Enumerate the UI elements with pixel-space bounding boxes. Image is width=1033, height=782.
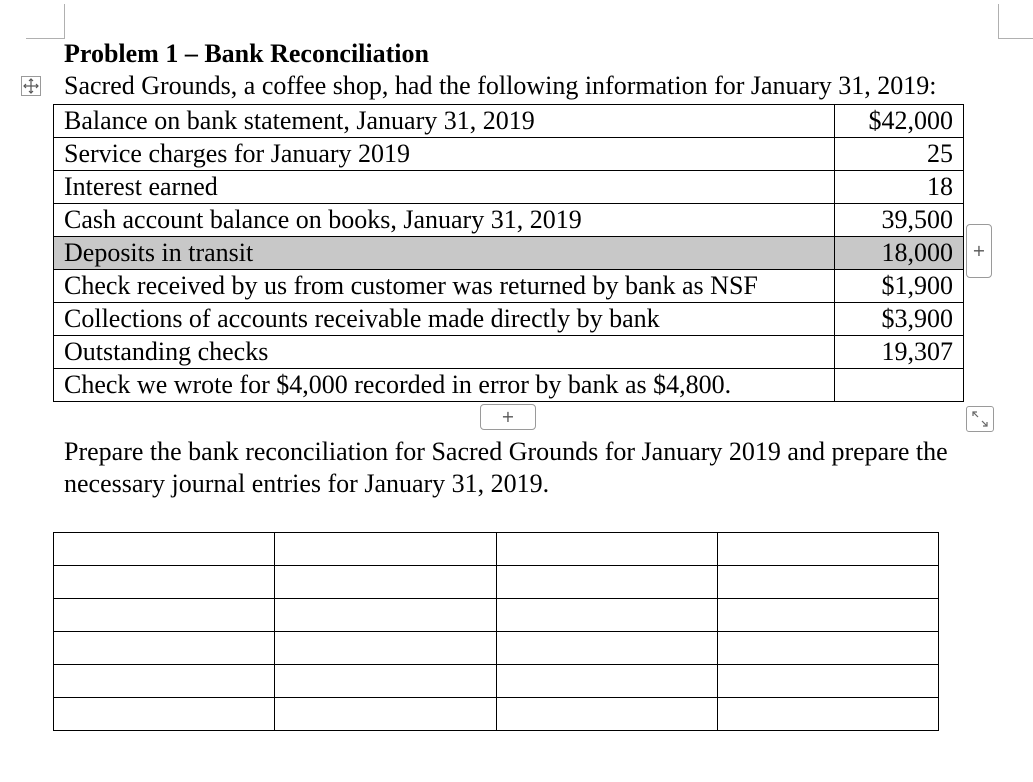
answer-table [53, 532, 939, 731]
table-row [54, 204, 964, 237]
table-row-selected [54, 237, 964, 270]
answer-cell[interactable] [717, 665, 938, 698]
answer-cell[interactable] [496, 566, 717, 599]
answer-cell[interactable] [717, 566, 938, 599]
insert-row-button[interactable]: + [966, 224, 992, 278]
answer-cell[interactable] [275, 599, 496, 632]
table-row [54, 665, 939, 698]
move-icon [22, 77, 40, 95]
table-row [54, 171, 964, 204]
table-row [54, 303, 964, 336]
answer-cell[interactable] [275, 566, 496, 599]
answer-cell[interactable] [275, 632, 496, 665]
row-value[interactable]: $3,900 [835, 303, 964, 336]
row-value[interactable]: 19,307 [835, 336, 964, 369]
answer-cell[interactable] [275, 698, 496, 731]
page-corner-mark-left [26, 4, 65, 39]
row-label[interactable]: Interest earned [54, 171, 835, 204]
answer-cell[interactable] [54, 566, 275, 599]
answer-cell[interactable] [717, 698, 938, 731]
answer-cell[interactable] [496, 533, 717, 566]
information-table [53, 104, 964, 402]
table-row [54, 336, 964, 369]
answer-cell[interactable] [54, 533, 275, 566]
answer-cell[interactable] [496, 632, 717, 665]
answer-cell[interactable] [496, 665, 717, 698]
row-value[interactable] [835, 369, 964, 402]
table-row [54, 566, 939, 599]
table-move-handle[interactable] [21, 76, 41, 96]
table-row [54, 599, 939, 632]
answer-cell[interactable] [717, 533, 938, 566]
row-value[interactable]: 25 [835, 138, 964, 171]
row-label[interactable]: Collections of accounts receivable made directly by bank [54, 303, 835, 336]
row-label[interactable]: Outstanding checks [54, 336, 835, 369]
table-row [54, 698, 939, 731]
instructions-text: Prepare the bank reconciliation for Sacred Grounds for January 2019 and prepare the necessary journal entries for January 31, 2019. [64, 437, 948, 498]
answer-cell[interactable] [496, 599, 717, 632]
page-corner-mark-right [998, 4, 1033, 39]
table-resize-handle[interactable] [966, 406, 994, 432]
answer-cell[interactable] [717, 632, 938, 665]
problem-intro: Sacred Grounds, a coffee shop, had the following information for January 31, 2019: [64, 71, 937, 100]
answer-cell[interactable] [275, 665, 496, 698]
answer-cell[interactable] [496, 698, 717, 731]
row-label[interactable]: Cash account balance on books, January 31, 2019 [54, 204, 835, 237]
problem-title: Problem 1 – Bank Reconciliation [64, 39, 429, 68]
table-row [54, 270, 964, 303]
table-row [54, 533, 939, 566]
row-value[interactable]: $1,900 [835, 270, 964, 303]
answer-cell[interactable] [275, 533, 496, 566]
resize-icon [967, 407, 993, 431]
insert-column-button[interactable]: + [480, 404, 536, 430]
row-label[interactable]: Balance on bank statement, January 31, 2019 [54, 105, 835, 138]
table-row [54, 369, 964, 402]
row-value[interactable]: 39,500 [835, 204, 964, 237]
row-value[interactable]: 18 [835, 171, 964, 204]
answer-cell[interactable] [54, 665, 275, 698]
row-label[interactable]: Check received by us from customer was returned by bank as NSF [54, 270, 835, 303]
row-label[interactable]: Deposits in transit [54, 237, 835, 270]
answer-cell[interactable] [717, 599, 938, 632]
answer-cell[interactable] [54, 599, 275, 632]
table-row [54, 138, 964, 171]
row-value[interactable]: $42,000 [835, 105, 964, 138]
row-label[interactable]: Check we wrote for $4,000 recorded in error by bank as $4,800. [54, 369, 835, 402]
answer-cell[interactable] [54, 698, 275, 731]
answer-cell[interactable] [54, 632, 275, 665]
table-row [54, 105, 964, 138]
row-label[interactable]: Service charges for January 2019 [54, 138, 835, 171]
row-value[interactable]: 18,000 [835, 237, 964, 270]
table-row [54, 632, 939, 665]
